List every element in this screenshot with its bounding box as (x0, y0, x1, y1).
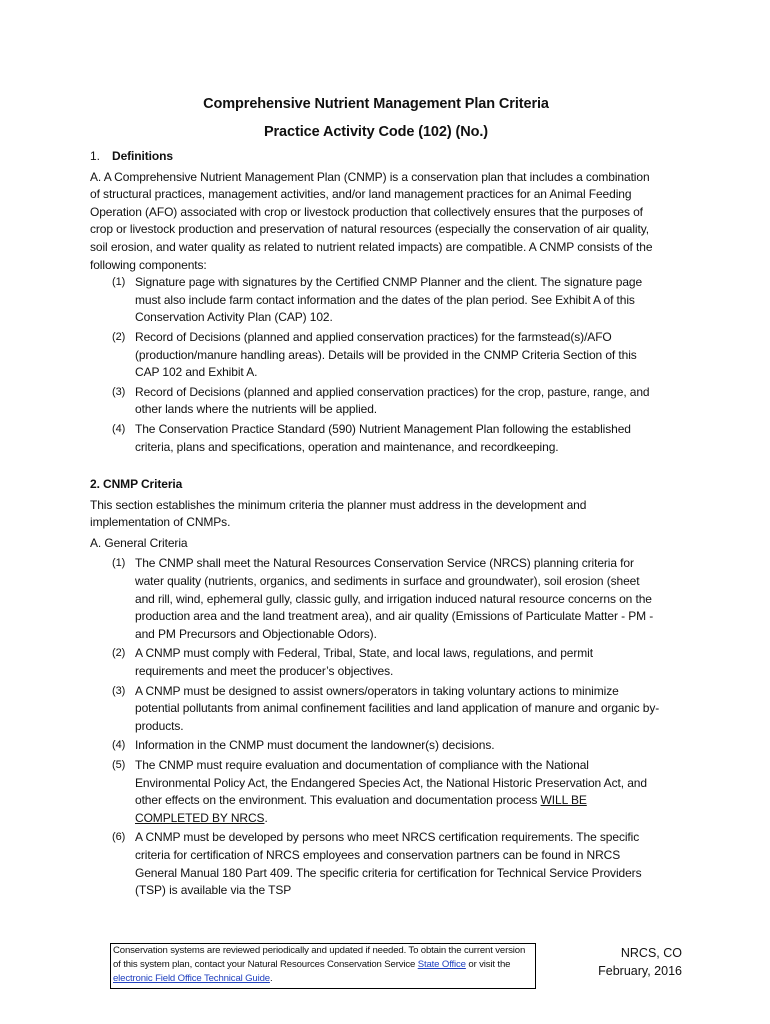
nrcs-completion-note: WILL BE COMPLETED BY NRCS (135, 793, 587, 825)
efotg-link[interactable]: electronic Field Office Technical Guide (113, 973, 270, 984)
footer-notice-end: . (269, 973, 273, 984)
list-item (90, 329, 662, 382)
footer-office: NRCS, CO (620, 946, 682, 960)
list-marker: (2) (112, 330, 126, 343)
list-marker: (1) (112, 557, 126, 570)
list-item-text: The CNMP shall meet the Natural Resources Conservation Service (NRCS) planning criteria for water quality (nutrients, organics, and sediments in surface and groundwater), soil erosion (sheet and rill, wind, ephemeral gully, classic gully, and irrigation induced natural resource concerns on the production area and the land treatment area), and air quality (Emissions of Particulate Matter - PM - and PM Precursors and Objectionable Odors). (135, 556, 654, 641)
document-subtitle: Practice Activity Code (102) (No.) (263, 124, 489, 140)
list-item-text: A CNMP must comply with Federal, Tribal, State, and local laws, regulations, and permit requirements and meet the producer’s objectives. (135, 646, 593, 679)
list-item-text: Record of Decisions (planned and applied conservation practices) for the farmstead(s)/AFO (production/manure handling areas). Details will be provided in the CNMP Criteria Section of this CAP 102 and Exhibit A. (135, 329, 637, 380)
footer-office-date (590, 944, 682, 980)
section-definitions (90, 148, 662, 456)
footer-notice-box (110, 943, 536, 989)
document-page (90, 94, 662, 902)
footer-notice-text: Conservation systems are reviewed periodically and updated if needed. To obtain the current version of this system plan, contact your Natural Resources Conservation Service (113, 945, 526, 970)
list-item-text: Record of Decisions (planned and applied conservation practices) for the crop, pasture, range, and other lands where the nutrients will be applied. (135, 384, 650, 417)
list-item-text-end: . (264, 810, 268, 825)
list-item (90, 645, 662, 680)
list-item-text: A CNMP must be developed by persons who meet NRCS certification requirements. The specific criteria for certification of NRCS employees and conservation partners can be found in NRCS General Manual 180 Part 409. The specific criteria for certification for Technical Service Providers (TSP) is available via the TSP (135, 830, 642, 898)
section-1-heading (90, 148, 662, 166)
list-marker: (4) (112, 739, 126, 752)
component-list (90, 274, 662, 456)
footer-date: February, 2016 (598, 964, 682, 978)
list-item (90, 829, 662, 899)
list-item-text: Signature page with signatures by the Certified CNMP Planner and the client. The signature page must also include farm contact information and the dates of the plan period. See Exhibit A of this Conservation Activity Plan (CAP) 102. (135, 275, 643, 325)
list-marker: (1) (112, 276, 126, 289)
list-marker: (4) (112, 422, 126, 435)
footer-notice-mid: or visit the (465, 959, 511, 970)
list-item (90, 421, 662, 456)
criteria-list (90, 555, 662, 899)
section-1-number: 1. (90, 149, 100, 163)
list-item (90, 757, 662, 827)
state-office-link[interactable]: State Office (417, 959, 466, 970)
list-marker: (2) (112, 647, 126, 660)
list-item-text: The Conservation Practice Standard (590) Nutrient Management Plan following the established criteria, plans and specifications, operation and maintenance, and recordkeeping. (135, 421, 631, 454)
list-marker: (6) (112, 831, 126, 844)
list-item (90, 384, 662, 419)
list-marker: (3) (112, 385, 126, 398)
list-item (90, 737, 662, 755)
list-item (90, 555, 662, 643)
list-item-text: The CNMP must require evaluation and documentation of compliance with the National Environmental Policy Act, the Endangered Species Act, the National Historic Preservation Act, and other effects on the environment. This evaluation and documentation process (135, 758, 647, 808)
section-2-intro: This section establishes the minimum criteria the planner must address in the development and implementation of CNMPs. (90, 497, 587, 530)
list-item (90, 274, 662, 327)
list-marker: (5) (112, 759, 126, 771)
section-2-heading: 2. CNMP Criteria (90, 477, 183, 492)
list-item-text: A CNMP must be designed to assist owners/operators in taking voluntary actions to minimize potential pollutants from animal confinement facilities and land application of manure and organic by-products. (135, 683, 660, 733)
definition-paragraph: A. A Comprehensive Nutrient Management Plan (CNMP) is a conservation plan that includes a combination of structural practices, management activities, and/or land management practices for an Animal Feeding Operation (AFO) associated with crop or livestock production that collectively ensures that the purposes of crop or livestock production and preservation of natural resources (especially the conservation of air quality, soil erosion, and water quality as related to nutrient related impacts) are compatible. A CNMP consists of the following components: (90, 169, 653, 272)
general-criteria-label: A. General Criteria (90, 535, 188, 550)
section-cnmp-criteria (90, 476, 662, 900)
list-item (90, 683, 662, 736)
document-title: Comprehensive Nutrient Management Plan Criteria (203, 96, 549, 112)
list-marker: (3) (112, 684, 126, 697)
list-item-text: Information in the CNMP must document the landowner(s) decisions. (135, 738, 495, 753)
section-1-title: Definitions (112, 149, 173, 163)
